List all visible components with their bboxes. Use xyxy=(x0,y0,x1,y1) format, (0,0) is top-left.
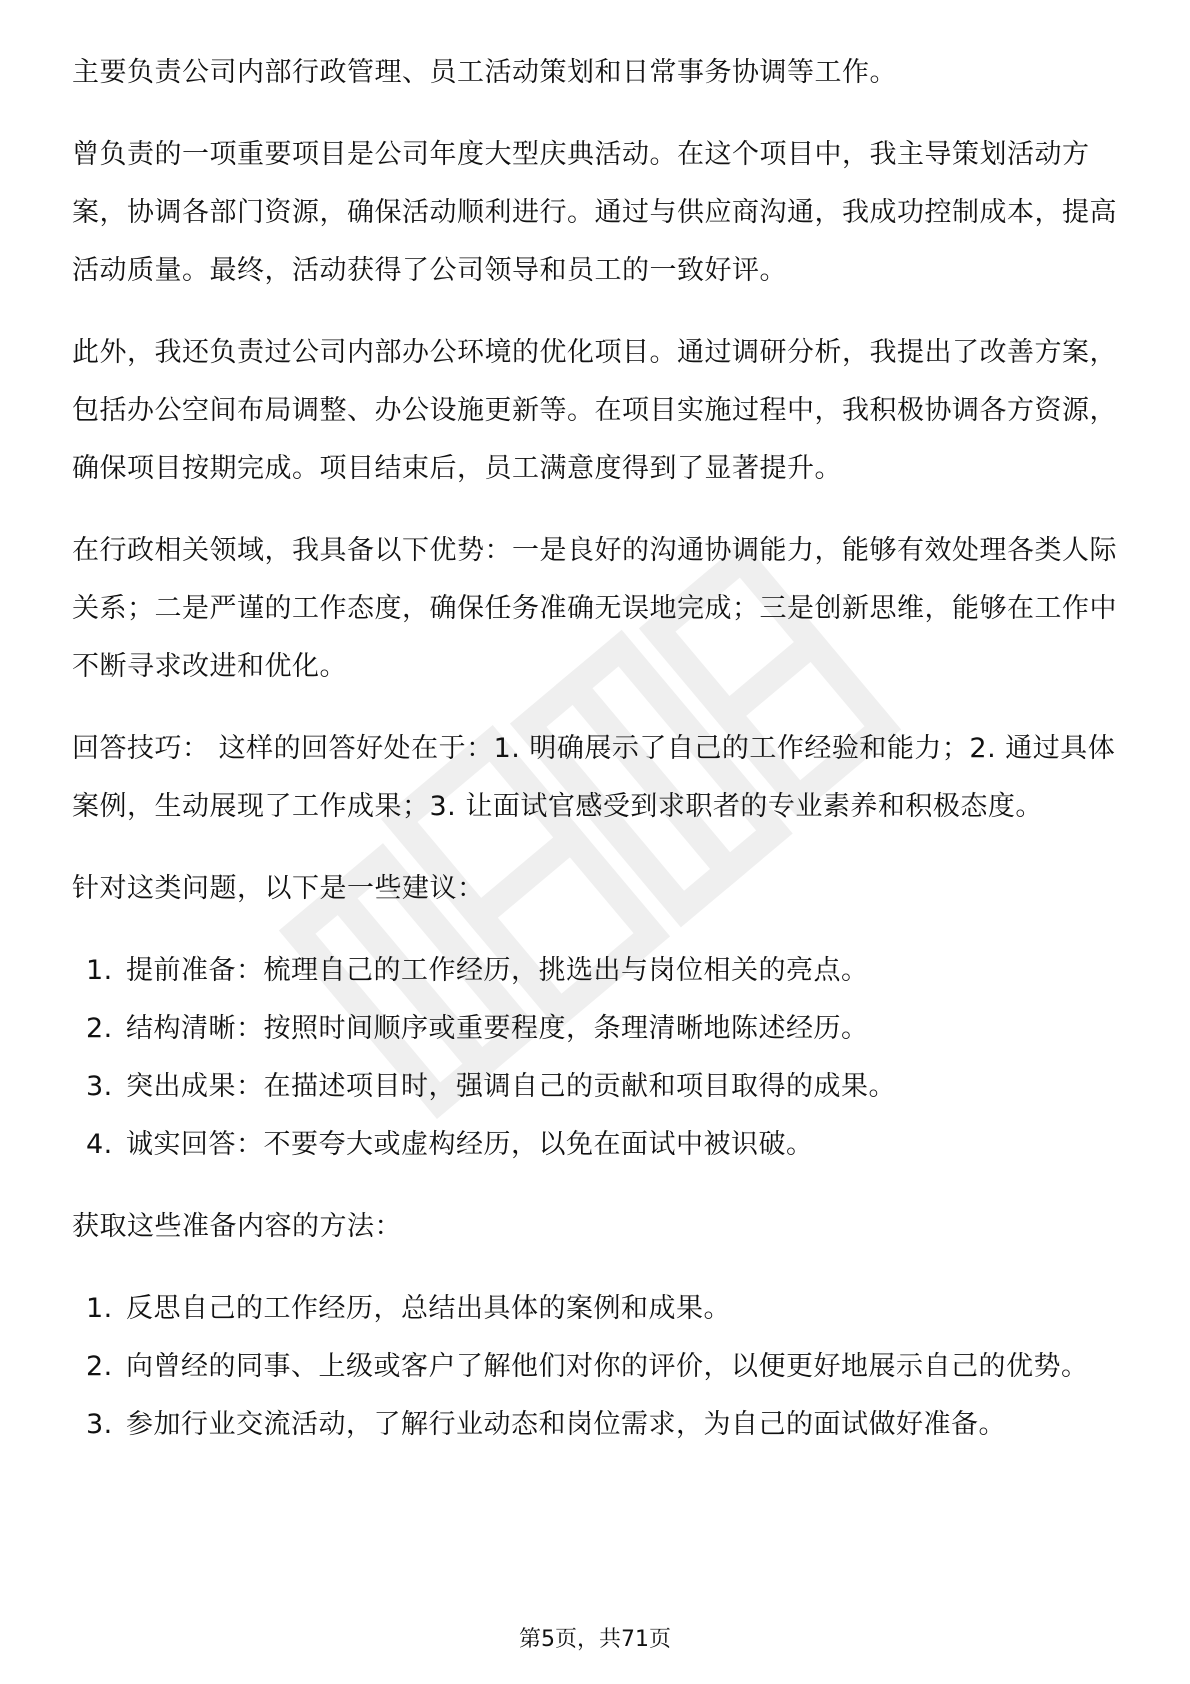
list-item xyxy=(72,1058,1122,1116)
list-text: 向曾经的同事、上级或客户了解他们对你的评价，以便更好地展示自己的优势。 xyxy=(126,1351,1089,1382)
list-number: 3. xyxy=(86,1071,113,1102)
list-item xyxy=(72,1280,1122,1338)
list-item xyxy=(72,942,1122,1000)
list-item xyxy=(72,1396,1122,1454)
list-number: 2. xyxy=(86,1351,113,1382)
list-text: 诚实回答：不要夸大或虚构经历，以免在面试中被识破。 xyxy=(126,1129,814,1160)
suggestions-list xyxy=(72,942,1122,1174)
paragraph-project-celebration: 曾负责的一项重要项目是公司年度大型庆典活动。在这个项目中，我主导策划活动方案，协调各部门资源，确保活动顺利进行。通过与供应商沟通，我成功控制成本，提高活动质量。最终，活动获得了公司领导和员工的一致好评。 xyxy=(72,139,1117,286)
document-body xyxy=(72,44,1122,1478)
list-text: 提前准备：梳理自己的工作经历，挑选出与岗位相关的亮点。 xyxy=(126,955,869,986)
list-text: 结构清晰：按照时间顺序或重要程度，条理清晰地陈述经历。 xyxy=(126,1013,869,1044)
list-number: 4. xyxy=(86,1129,113,1160)
paragraph-responsibilities: 主要负责公司内部行政管理、员工活动策划和日常事务协调等工作。 xyxy=(72,57,897,88)
list-number: 1. xyxy=(86,1293,113,1324)
page-number-label: 第5页，共71页 xyxy=(519,1627,671,1652)
list-number: 1. xyxy=(86,955,113,986)
list-item xyxy=(72,1338,1122,1396)
page-footer xyxy=(0,1622,1190,1653)
list-item xyxy=(72,1116,1122,1174)
paragraph-project-office: 此外，我还负责过公司内部办公环境的优化项目。通过调研分析，我提出了改善方案，包括办公空间布局调整、办公设施更新等。在项目实施过程中，我积极协调各方资源，确保项目按期完成。项目结束后，员工满意度得到了显著提升。 xyxy=(72,337,1117,484)
list-number: 2. xyxy=(86,1013,113,1044)
list-item xyxy=(72,1000,1122,1058)
paragraph-methods-intro: 获取这些准备内容的方法： xyxy=(72,1211,402,1242)
list-text: 参加行业交流活动，了解行业动态和岗位需求，为自己的面试做好准备。 xyxy=(126,1409,1006,1440)
paragraph-strengths: 在行政相关领域，我具备以下优势：一是良好的沟通协调能力，能够有效处理各类人际关系；二是严谨的工作态度，确保任务准确无误地完成；三是创新思维，能够在工作中不断寻求改进和优化。 xyxy=(72,535,1117,682)
methods-list xyxy=(72,1280,1122,1454)
list-text: 突出成果：在描述项目时，强调自己的贡献和项目取得的成果。 xyxy=(126,1071,896,1102)
list-number: 3. xyxy=(86,1409,113,1440)
paragraph-answer-tips: 回答技巧： 这样的回答好处在于：1. 明确展示了自己的工作经验和能力；2. 通过具体案例，生动展现了工作成果；3. 让面试官感受到求职者的专业素养和积极态度。 xyxy=(72,733,1116,822)
paragraph-suggestions-intro: 针对这类问题，以下是一些建议： xyxy=(72,873,485,904)
list-text: 反思自己的工作经历，总结出具体的案例和成果。 xyxy=(126,1293,731,1324)
